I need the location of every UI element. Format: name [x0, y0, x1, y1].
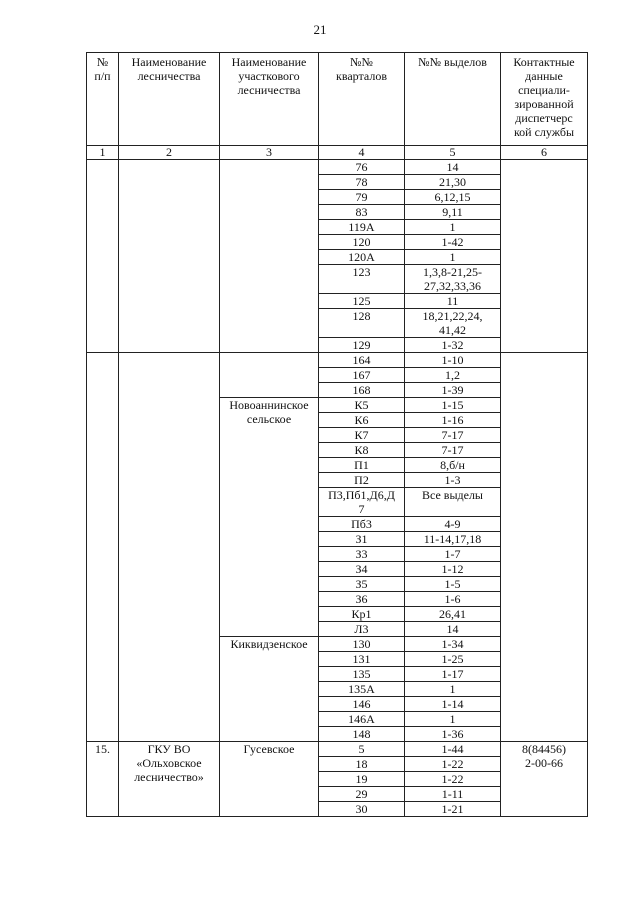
quarter-cell: 167 — [319, 368, 405, 383]
header-cell-forestry: Наименование лесничества — [119, 53, 220, 146]
contact-cell — [501, 160, 588, 353]
header-cell-quarters: №№ кварталов — [319, 53, 405, 146]
column-index-row — [87, 146, 588, 160]
plots-cell: 4-9 — [405, 517, 501, 532]
quarter-cell: 5 — [319, 742, 405, 757]
plots-cell: 1-5 — [405, 577, 501, 592]
plots-cell: 1 — [405, 682, 501, 697]
quarter-cell: 78 — [319, 175, 405, 190]
sub-forestry-name-cell — [220, 353, 319, 398]
sub-forestry-name-cell: Киквидзенское — [220, 637, 319, 742]
quarter-cell: 19 — [319, 772, 405, 787]
plots-cell: 1-22 — [405, 757, 501, 772]
quarter-cell: 83 — [319, 205, 405, 220]
contact-cell — [501, 353, 588, 742]
quarter-cell: 135 — [319, 667, 405, 682]
header-cell-contacts: Контактные данные специали- зированной диспетчерс кой службы — [501, 53, 588, 146]
plots-cell: 1-16 — [405, 413, 501, 428]
quarter-cell: К8 — [319, 443, 405, 458]
quarter-cell: Пб3 — [319, 517, 405, 532]
column-index-cell: 4 — [319, 146, 405, 160]
quarter-cell: 146А — [319, 712, 405, 727]
header-row — [87, 53, 588, 146]
plots-cell: 18,21,22,24, 41,42 — [405, 309, 501, 338]
quarter-cell: К6 — [319, 413, 405, 428]
plots-cell: 11-14,17,18 — [405, 532, 501, 547]
quarter-cell: 131 — [319, 652, 405, 667]
quarter-cell: 30 — [319, 802, 405, 817]
quarter-cell: З4 — [319, 562, 405, 577]
quarter-cell: К5 — [319, 398, 405, 413]
header-cell-number: № п/п — [87, 53, 119, 146]
quarter-cell: 148 — [319, 727, 405, 742]
quarter-cell: 119А — [319, 220, 405, 235]
quarter-cell: 120А — [319, 250, 405, 265]
forestry-name-cell — [119, 353, 220, 742]
plots-cell: 14 — [405, 622, 501, 637]
table-body — [87, 160, 588, 817]
column-index-cell: 1 — [87, 146, 119, 160]
row-number-cell: 15. — [87, 742, 119, 817]
quarter-cell: 130 — [319, 637, 405, 652]
column-index-cell: 2 — [119, 146, 220, 160]
plots-cell: 1-3 — [405, 473, 501, 488]
sub-forestry-name-cell — [220, 160, 319, 353]
plots-cell: 1,3,8-21,25- 27,32,33,36 — [405, 265, 501, 294]
quarter-cell: 128 — [319, 309, 405, 338]
quarter-cell: З3 — [319, 547, 405, 562]
plots-cell: 1-36 — [405, 727, 501, 742]
plots-cell: 11 — [405, 294, 501, 309]
quarter-cell: 164 — [319, 353, 405, 368]
plots-cell: 1-14 — [405, 697, 501, 712]
sub-forestry-name-cell: Новоаннинское сельское — [220, 398, 319, 637]
plots-cell: 1-22 — [405, 772, 501, 787]
plots-cell: 1-15 — [405, 398, 501, 413]
plots-cell: 1-6 — [405, 592, 501, 607]
plots-cell: 7-17 — [405, 443, 501, 458]
plots-cell: 1 — [405, 220, 501, 235]
plots-cell: 1-34 — [405, 637, 501, 652]
plots-cell: 1-25 — [405, 652, 501, 667]
forestry-name-cell: ГКУ ВО «Ольховское лесничество» — [119, 742, 220, 817]
quarter-cell: П3,Пб1,Д6,Д 7 — [319, 488, 405, 517]
quarter-cell: 123 — [319, 265, 405, 294]
quarter-cell: З6 — [319, 592, 405, 607]
contact-cell: 8(84456) 2-00-66 — [501, 742, 588, 817]
quarter-cell: 146 — [319, 697, 405, 712]
quarter-cell: 135А — [319, 682, 405, 697]
plots-cell: 9,11 — [405, 205, 501, 220]
plots-cell: 1-10 — [405, 353, 501, 368]
quarter-cell: П2 — [319, 473, 405, 488]
plots-cell: 1-12 — [405, 562, 501, 577]
column-index-cell: 3 — [220, 146, 319, 160]
quarter-cell: 79 — [319, 190, 405, 205]
quarter-cell: 125 — [319, 294, 405, 309]
plots-cell: 1-44 — [405, 742, 501, 757]
quarter-cell: П1 — [319, 458, 405, 473]
header-cell-plots: №№ выделов — [405, 53, 501, 146]
plots-cell: 7-17 — [405, 428, 501, 443]
plots-cell: 14 — [405, 160, 501, 175]
plots-cell: 1-17 — [405, 667, 501, 682]
forestry-table — [86, 52, 588, 817]
plots-cell: 1-39 — [405, 383, 501, 398]
quarter-cell: 129 — [319, 338, 405, 353]
quarter-cell: З1 — [319, 532, 405, 547]
quarter-cell: 76 — [319, 160, 405, 175]
row-number-cell — [87, 160, 119, 353]
plots-cell: 1-21 — [405, 802, 501, 817]
plots-cell: 21,30 — [405, 175, 501, 190]
row-number-cell — [87, 353, 119, 742]
plots-cell: 1-32 — [405, 338, 501, 353]
plots-cell: 1,2 — [405, 368, 501, 383]
plots-cell: 1 — [405, 712, 501, 727]
plots-cell: Все выделы — [405, 488, 501, 517]
table-row — [87, 742, 588, 757]
column-index-cell: 6 — [501, 146, 588, 160]
quarter-cell: К7 — [319, 428, 405, 443]
plots-cell: 1-11 — [405, 787, 501, 802]
table-row — [87, 353, 588, 368]
table-row — [87, 160, 588, 175]
plots-cell: 26,41 — [405, 607, 501, 622]
forestry-name-cell — [119, 160, 220, 353]
page-number: 21 — [313, 22, 327, 37]
quarter-cell: 29 — [319, 787, 405, 802]
sub-forestry-name-cell: Гусевское — [220, 742, 319, 817]
quarter-cell: 120 — [319, 235, 405, 250]
plots-cell: 1-42 — [405, 235, 501, 250]
plots-cell: 1 — [405, 250, 501, 265]
quarter-cell: Л3 — [319, 622, 405, 637]
plots-cell: 6,12,15 — [405, 190, 501, 205]
quarter-cell: З5 — [319, 577, 405, 592]
quarter-cell: Кр1 — [319, 607, 405, 622]
plots-cell: 8,б/н — [405, 458, 501, 473]
quarter-cell: 18 — [319, 757, 405, 772]
column-index-cell: 5 — [405, 146, 501, 160]
quarter-cell: 168 — [319, 383, 405, 398]
header-cell-sub-forestry: Наименование участкового лесничества — [220, 53, 319, 146]
plots-cell: 1-7 — [405, 547, 501, 562]
